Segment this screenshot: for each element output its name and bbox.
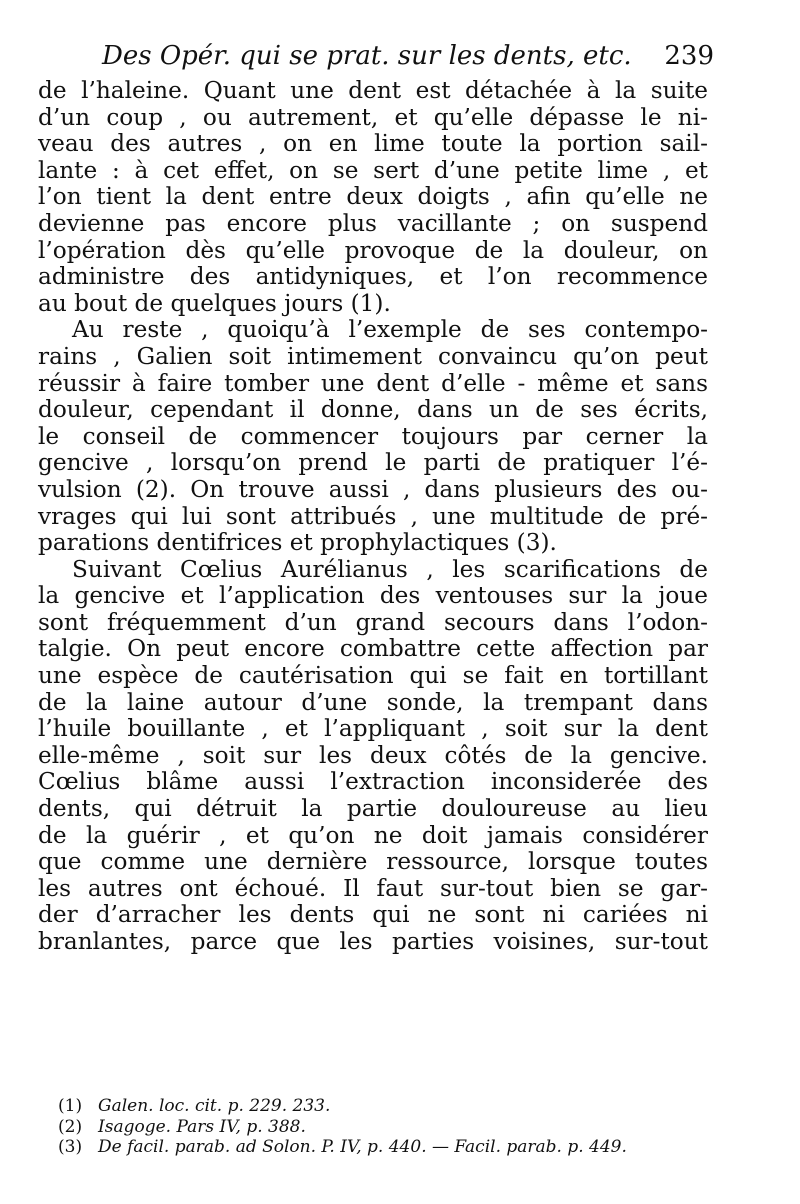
body-text [38, 78, 708, 956]
text-line: Suivant Cœlius Aurélianus , les scarifications de [72, 555, 708, 583]
footnotes [58, 1096, 718, 1158]
text-line: réussir à faire tomber une dent d’elle - même et sans [38, 369, 708, 397]
text-line: Au reste , quoiqu’à l’exemple de ses contempo- [72, 316, 708, 344]
footnote-text: Galen. loc. cit. p. 229. 233. [98, 1096, 331, 1116]
text-line: lante : à cet effet, on se sert d’une petite lime , et [38, 156, 708, 184]
text-line: le conseil de commencer toujours par cerner la [38, 422, 708, 450]
text-line: que comme une dernière ressource, lorsque toutes [38, 848, 708, 876]
footnote-mark: (3) [58, 1137, 83, 1157]
text-line: les autres ont échoué. Il faut sur-tout bien se gar- [38, 874, 708, 902]
text-line: rains , Galien soit intimement convaincu qu’on peut [38, 342, 708, 370]
text-line: parations dentifrices et prophylactiques (3). [38, 529, 557, 557]
running-head-title: Des Opér. qui se prat. sur les dents, etc. [102, 41, 632, 71]
text-line: gencive , lorsqu’on prend le parti de pratiquer l’é- [38, 449, 708, 477]
footnote-text: Isagoge. Pars IV, p. 388. [98, 1116, 306, 1137]
text-line: l’on tient la dent entre deux doigts , afin qu’elle ne [38, 183, 708, 211]
footnote [58, 1117, 718, 1138]
text-line: la gencive et l’application des ventouses sur la joue [38, 582, 708, 610]
text-line: administre des antidyniques, et l’on recommence [38, 263, 708, 291]
text-line: der d’arracher les dents qui ne sont ni cariées ni [38, 901, 708, 929]
text-line: l’opération dès qu’elle provoque de la douleur, on [38, 236, 708, 264]
running-head [38, 34, 714, 78]
text-line: vulsion (2). On trouve aussi , dans plusieurs des ou- [38, 475, 708, 503]
text-line: talgie. On peut encore combattre cette affection par [38, 635, 708, 663]
text-line: branlantes, parce que les parties voisines, sur-tout [38, 928, 708, 955]
footnote [58, 1096, 718, 1117]
footnote-mark: (1) [58, 1096, 83, 1116]
page-number: 239 [664, 41, 714, 71]
text-line: de la guérir , et qu’on ne doit jamais considérer [38, 821, 708, 849]
text-line: au bout de quelques jours (1). [38, 289, 391, 317]
text-line: vrages qui lui sont attribués , une multitude de pré- [38, 502, 708, 530]
text-line: douleur, cependant il donne, dans un de ses écrits, [38, 396, 708, 424]
text-line: d’un coup , ou autrement, et qu’elle dépasse le ni- [38, 103, 708, 131]
footnote-mark: (2) [58, 1116, 83, 1137]
text-line: une espèce de cautérisation qui se fait en tortillant [38, 662, 708, 690]
text-line: Cœlius blâme aussi l’extraction inconsiderée des [38, 768, 708, 796]
text-line: de la laine autour d’une sonde, la trempant dans [38, 688, 708, 716]
text-line: de l’haleine. Quant une dent est détachée à la suite [38, 77, 708, 104]
footnote [58, 1137, 718, 1158]
text-line: elle-même , soit sur les deux côtés de la gencive. [38, 741, 708, 769]
book-page [38, 34, 714, 956]
text-line: sont fréquemment d’un grand secours dans l’odon- [38, 608, 708, 636]
text-line: dents, qui détruit la partie douloureuse au lieu [38, 795, 708, 823]
text-line: l’huile bouillante , et l’appliquant , soit sur la dent [38, 715, 708, 743]
text-line: veau des autres , on en lime toute la portion sail- [38, 130, 708, 158]
text-line: devienne pas encore plus vacillante ; on suspend [38, 209, 708, 237]
footnote-text: De facil. parab. ad Solon. P. IV, p. 440. — Facil. parab. p. 449. [98, 1137, 627, 1157]
